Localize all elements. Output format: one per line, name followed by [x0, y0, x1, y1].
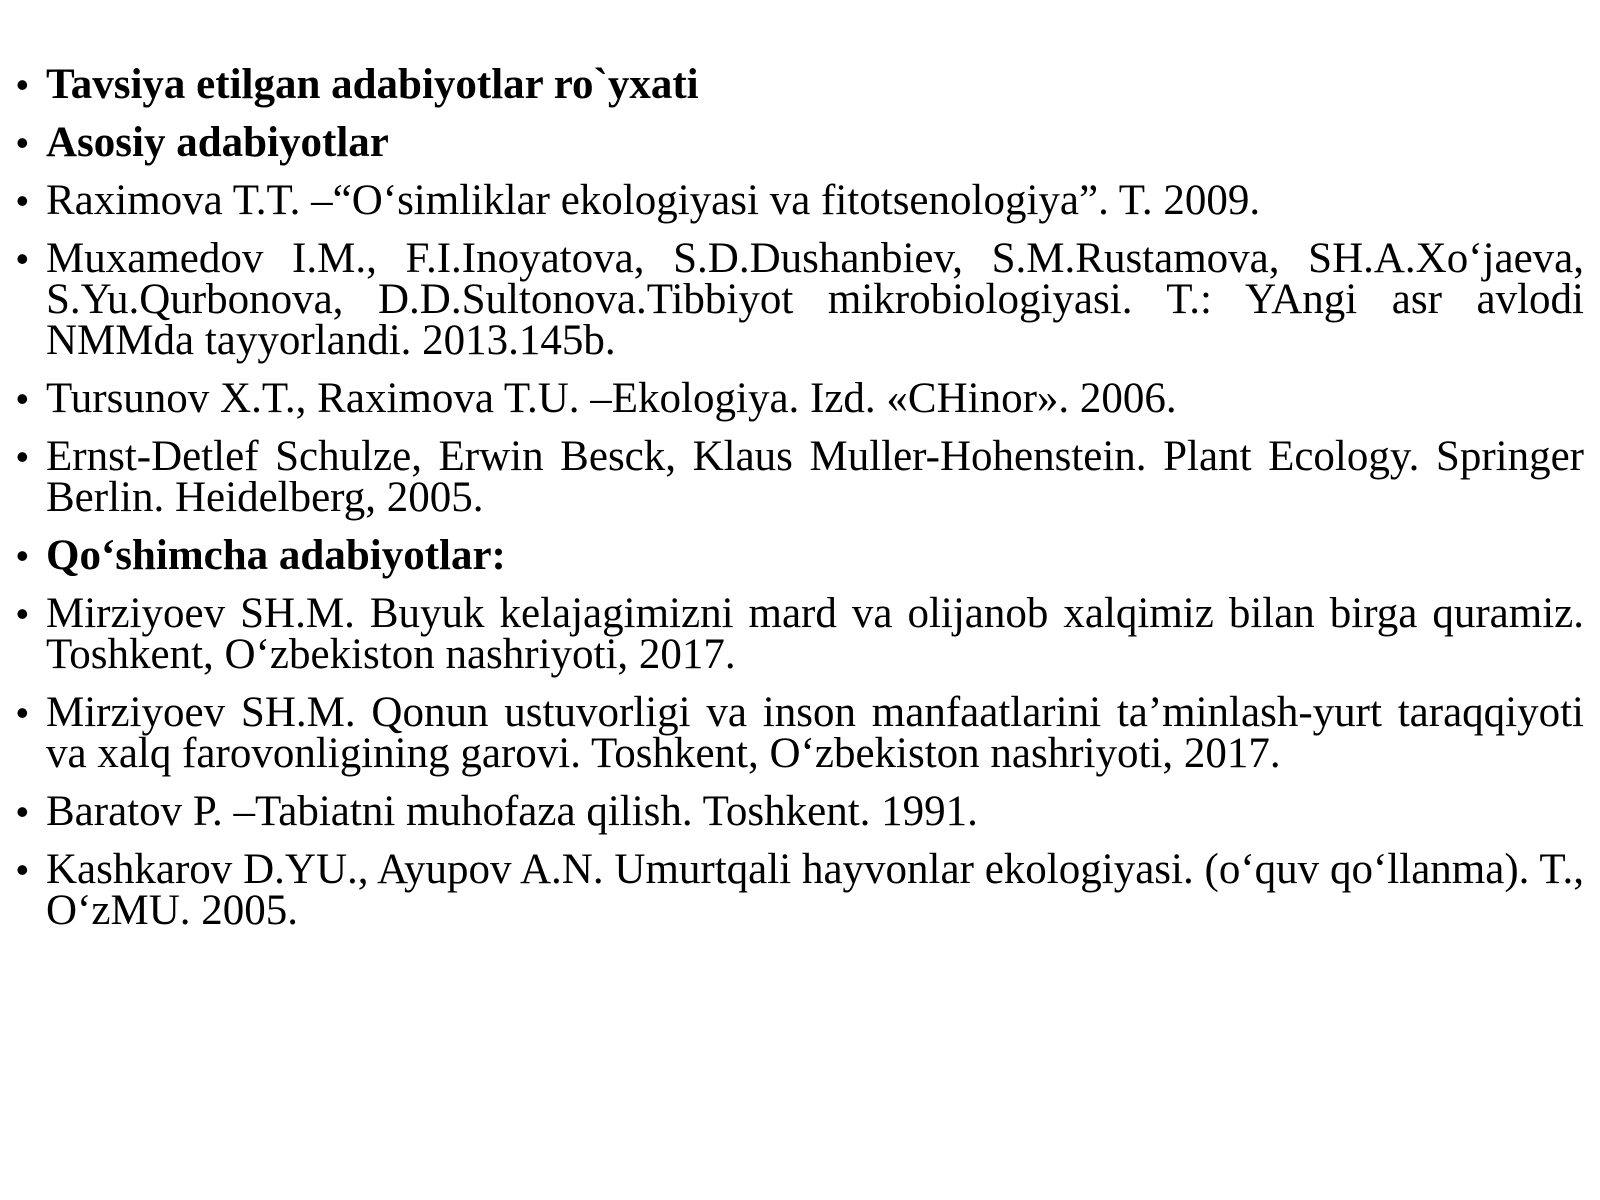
item-text: Kashkarov D.YU., Ayupov A.N. Umurtqali hayvonlar ekologiyasi. (o‘quv qo‘llanma). T., O‘zMU. 2005.	[46, 846, 1584, 934]
list-heading-recommended-literature	[16, 61, 1584, 108]
reference-list	[16, 61, 1584, 948]
item-text: Mirziyoev SH.M. Qonun ustuvorligi va inson manfaatlarini ta’minlash-yurt taraqqiyoti va xalq farovonligining garovi. Toshkent, O‘zbekiston nashriyoti, 2017.	[46, 689, 1584, 777]
item-text: Qo‘shimcha adabiyotlar:	[46, 532, 506, 579]
bullet-icon: •	[16, 593, 29, 634]
item-text: Tursunov X.T., Raximova T.U. –Ekologiya. Izd. «CHinor». 2006.	[46, 375, 1177, 422]
bullet-icon: •	[16, 436, 29, 477]
list-heading-main-literature	[16, 119, 1584, 166]
item-text: Mirziyoev SH.M. Buyuk kelajagimizni mard va olijanob xalqimiz bilan birga quramiz. Toshkent, O‘zbekiston nashriyoti, 2017.	[46, 590, 1584, 678]
item-text: Muxamedov I.M., F.I.Inoyatova, S.D.Dushanbiev, S.M.Rustamova, SH.A.Xo‘jaeva, S.Yu.Qurbonova, D.D.Sultonova.Tibbiyot mikrobiologiyasi. T.: YAngi asr avlodi NMMda tayyorlandi. 2013.145b.	[46, 235, 1584, 364]
list-item	[16, 788, 1584, 835]
list-item	[16, 846, 1584, 934]
list-item	[16, 433, 1584, 521]
bullet-icon: •	[16, 378, 29, 419]
bullet-icon: •	[16, 535, 29, 576]
list-item	[16, 590, 1584, 678]
bullet-icon: •	[16, 791, 29, 832]
list-item	[16, 235, 1584, 364]
item-text: Ernst-Detlef Schulze, Erwin Besck, Klaus Muller-Hohenstein. Plant Ecology. Springer Berlin. Heidelberg, 2005.	[46, 433, 1584, 521]
list-item	[16, 689, 1584, 777]
bullet-icon: •	[16, 64, 29, 105]
bullet-icon: •	[16, 122, 29, 163]
list-item	[16, 375, 1584, 422]
item-text: Baratov P. –Tabiatni muhofaza qilish. Toshkent. 1991.	[46, 788, 978, 835]
item-text: Asosiy adabiyotlar	[46, 119, 389, 166]
list-heading-additional-literature	[16, 532, 1584, 579]
bullet-icon: •	[16, 692, 29, 733]
bullet-icon: •	[16, 849, 29, 890]
bullet-icon: •	[16, 238, 29, 279]
list-item	[16, 177, 1584, 224]
bullet-icon: •	[16, 180, 29, 221]
item-text: Raximova T.T. –“O‘simliklar ekologiyasi va fitotsenologiya”. T. 2009.	[46, 177, 1261, 224]
item-text: Tavsiya etilgan adabiyotlar ro`yxati	[46, 61, 699, 108]
